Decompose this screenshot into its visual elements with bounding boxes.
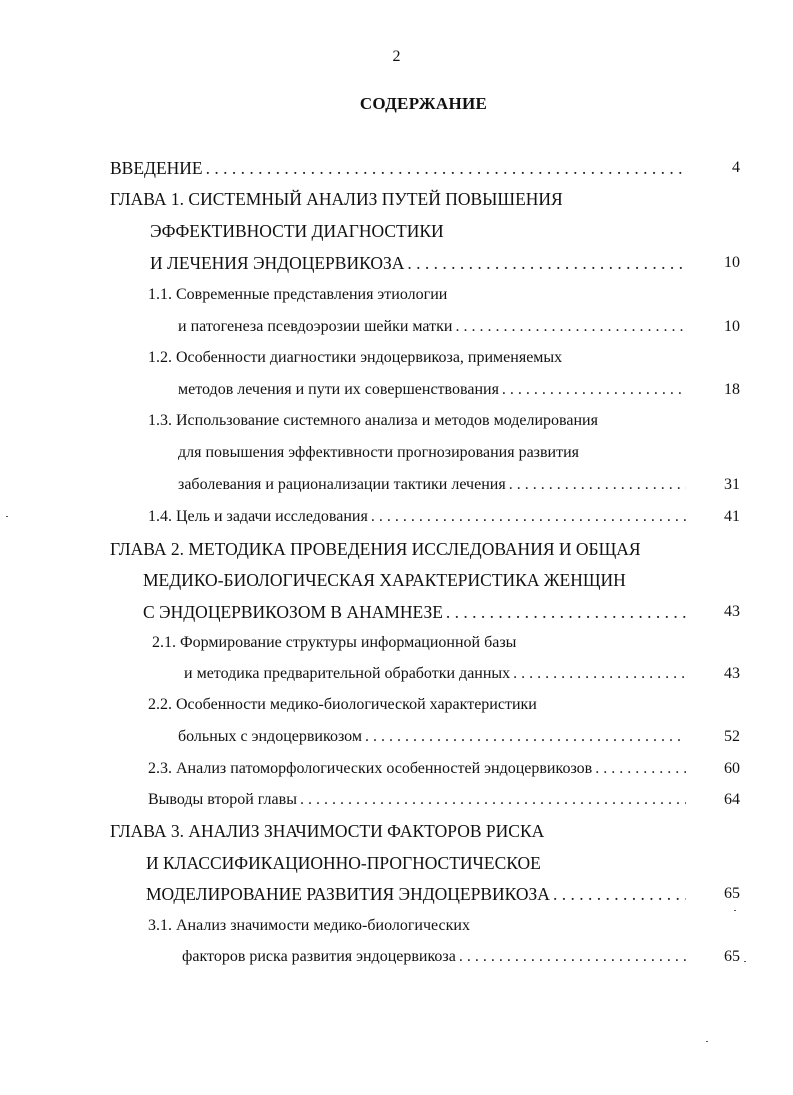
- toc-entry-text: 2.2. Особенности медико-биологической характеристики: [148, 696, 537, 713]
- dot-leader: [371, 504, 686, 530]
- toc-entry-text: ГЛАВА 2. МЕТОДИКА ПРОВЕДЕНИЯ ИССЛЕДОВАНИЯ И ОБЩАЯ: [110, 539, 641, 559]
- toc-section-entry[interactable]: [178, 724, 690, 750]
- toc-page-number: 65: [724, 948, 740, 965]
- toc-section-entry[interactable]: [152, 630, 516, 656]
- toc-page-number: 43: [724, 665, 740, 682]
- toc-entry-text: ГЛАВА 3. АНАЛИЗ ЗНАЧИМОСТИ ФАКТОРОВ РИСКА: [110, 821, 545, 841]
- scan-speck: [6, 516, 8, 517]
- toc-entry-text: методов лечения и пути их совершенствования: [178, 381, 499, 398]
- toc-entry-text: 3.1. Анализ значимости медико-биологических: [148, 917, 470, 934]
- dot-leader: [459, 944, 686, 970]
- toc-chapter-heading[interactable]: [146, 850, 541, 876]
- toc-section-entry[interactable]: [184, 661, 690, 687]
- toc-entry-text: и методика предварительной обработки данных: [184, 665, 511, 682]
- toc-entry-text: МОДЕЛИРОВАНИЕ РАЗВИТИЯ ЭНДОЦЕРВИКОЗА: [146, 884, 550, 904]
- toc-section-entry[interactable]: [148, 504, 690, 530]
- toc-page-number: 31: [724, 476, 740, 493]
- toc-page-number: 10: [724, 254, 740, 271]
- toc-entry-text: 1.1. Современные представления этиологии: [148, 286, 448, 303]
- toc-chapter-heading[interactable]: [110, 536, 641, 562]
- toc-section-entry[interactable]: [178, 440, 579, 466]
- toc-chapter-heading[interactable]: [110, 818, 544, 844]
- toc-entry-text: И ЛЕЧЕНИЯ ЭНДОЦЕРВИКОЗА: [150, 253, 405, 273]
- dot-leader: [365, 724, 686, 750]
- toc-chapter-heading[interactable]: [110, 186, 563, 212]
- toc-entry-text: И КЛАССИФИКАЦИОННО-ПРОГНОСТИЧЕСКОЕ: [146, 853, 541, 873]
- toc-entry-text: факторов риска развития эндоцервикоза: [182, 948, 456, 965]
- dot-leader: [513, 661, 686, 687]
- toc-chapter-heading[interactable]: [146, 881, 690, 907]
- dot-leader: [595, 756, 686, 782]
- toc-entry-text: 1.3. Использование системного анализа и методов моделирования: [148, 412, 598, 429]
- toc-entry-text: ВВЕДЕНИЕ: [110, 158, 203, 178]
- toc-entry-text: С ЭНДОЦЕРВИКОЗОМ В АНАМНЕЗЕ: [143, 602, 443, 622]
- toc-section-entry[interactable]: [178, 472, 690, 498]
- toc-entry-text: ГЛАВА 1. СИСТЕМНЫЙ АНАЛИЗ ПУТЕЙ ПОВЫШЕНИЯ: [110, 189, 563, 209]
- toc-entry-text: заболевания и рационализации тактики лечения: [178, 476, 506, 493]
- page-number: 2: [392, 48, 401, 65]
- toc-page-number: 60: [724, 760, 740, 777]
- toc-page-number: 10: [724, 318, 740, 335]
- toc-chapter-heading[interactable]: [143, 599, 690, 625]
- toc-page-number: 43: [724, 603, 740, 620]
- toc-section-entry[interactable]: [148, 282, 447, 308]
- dot-leader: [509, 472, 686, 498]
- toc-entry-text: больных с эндоцервикозом: [178, 728, 362, 745]
- toc-entry-text: ЭФФЕКТИВНОСТИ ДИАГНОСТИКИ: [150, 221, 444, 241]
- toc-chapter-heading[interactable]: [143, 567, 626, 593]
- toc-page-number: 18: [724, 381, 740, 398]
- toc-entry-text: Выводы второй главы: [148, 791, 297, 808]
- dot-leader: [502, 377, 686, 403]
- dot-leader: [455, 314, 686, 340]
- toc-section-entry[interactable]: [148, 787, 690, 813]
- dot-leader: [206, 155, 686, 181]
- scan-speck: [706, 1041, 708, 1042]
- dot-leader: [407, 250, 686, 276]
- toc-entry-text: 2.1. Формирование структуры информационной базы: [152, 634, 517, 651]
- toc-entry-text: 1.2. Особенности диагностики эндоцервикоза, применяемых: [148, 349, 563, 366]
- toc-page-number: 4: [732, 159, 740, 176]
- toc-page-number: 64: [724, 791, 740, 808]
- scan-speck: [744, 961, 746, 962]
- toc-entry-intro[interactable]: [110, 155, 690, 181]
- scan-speck: [734, 910, 736, 911]
- toc-section-entry[interactable]: [178, 314, 690, 340]
- toc-chapter-heading[interactable]: [150, 250, 690, 276]
- toc-section-entry[interactable]: [148, 913, 470, 939]
- toc-entry-text: МЕДИКО-БИОЛОГИЧЕСКАЯ ХАРАКТЕРИСТИКА ЖЕНЩИН: [143, 570, 626, 590]
- toc-entry-text: 1.4. Цель и задачи исследования: [148, 508, 368, 525]
- toc-section-entry[interactable]: [148, 408, 598, 434]
- toc-page-number: 65: [724, 885, 740, 902]
- dot-leader: [446, 599, 686, 625]
- toc-entry-text: для повышения эффективности прогнозирования развития: [178, 444, 580, 461]
- toc-chapter-heading[interactable]: [150, 218, 444, 244]
- dot-leader: [300, 787, 686, 813]
- page-title: СОДЕРЖАНИЕ: [359, 94, 488, 113]
- dot-leader: [553, 881, 686, 907]
- toc-page-number: 41: [724, 508, 740, 525]
- toc-section-entry[interactable]: [148, 756, 690, 782]
- toc-entry-text: 2.3. Анализ патоморфологических особенностей эндоцервикозов: [148, 760, 593, 777]
- toc-section-entry[interactable]: [182, 944, 690, 970]
- toc-section-entry[interactable]: [148, 345, 562, 371]
- toc-section-entry[interactable]: [178, 377, 690, 403]
- toc-entry-text: и патогенеза псевдоэрозии шейки матки: [178, 318, 453, 335]
- toc-section-entry[interactable]: [148, 692, 537, 718]
- toc-page-number: 52: [724, 728, 740, 745]
